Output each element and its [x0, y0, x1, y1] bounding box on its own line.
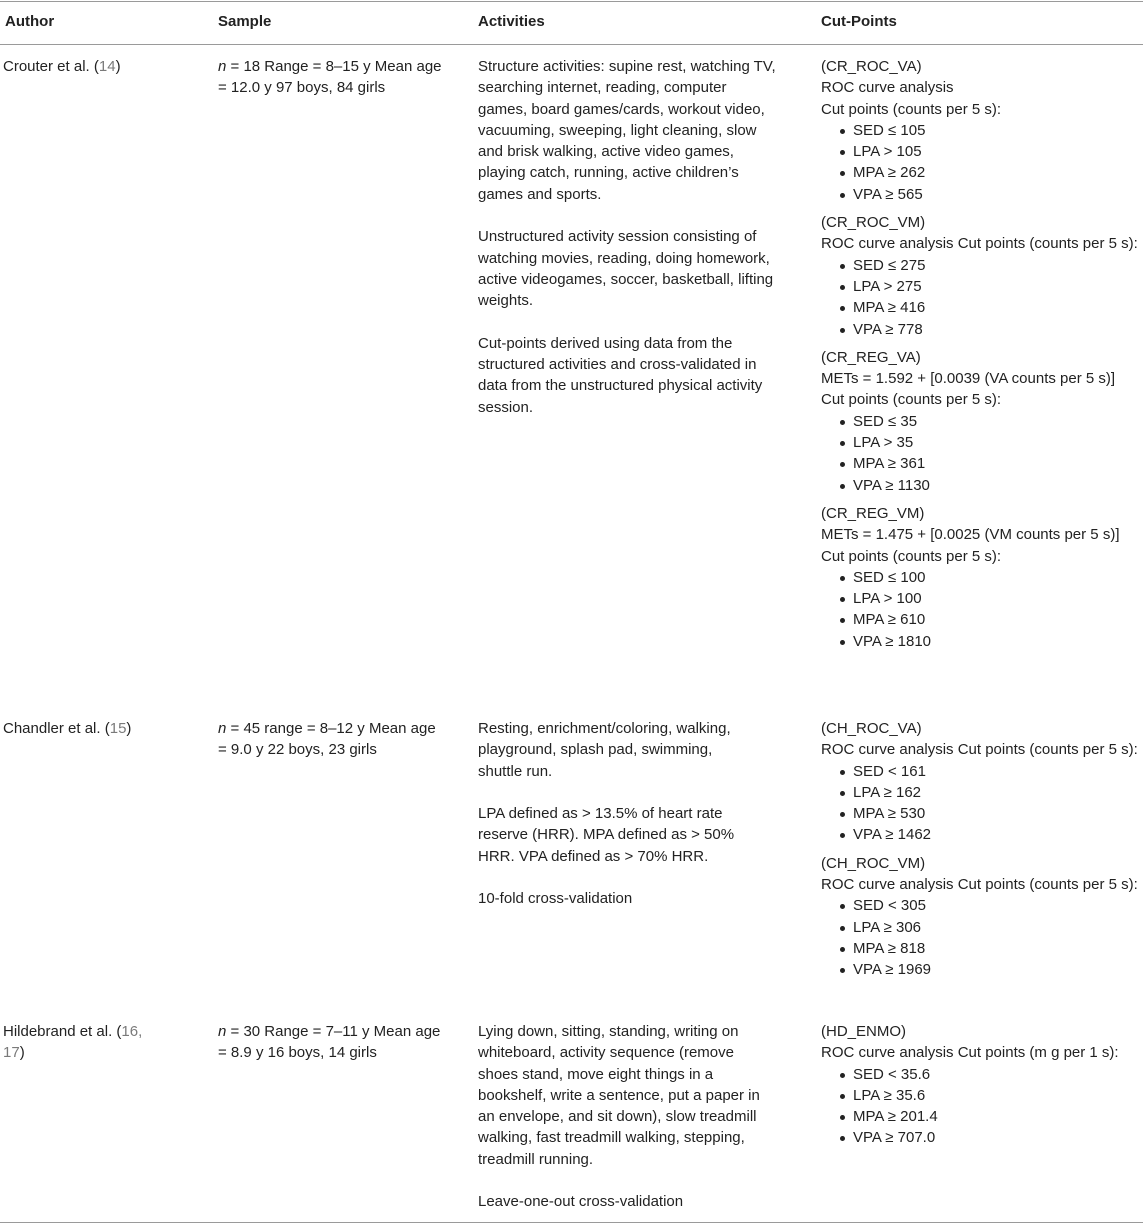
- cutpoint-id: (CH_ROC_VA): [821, 720, 922, 737]
- author-cell: [3, 718, 203, 739]
- cutpoint-block: [821, 212, 1143, 340]
- reference-link[interactable]: 14: [98, 58, 116, 75]
- author-name: Chandler et al. (: [3, 720, 110, 737]
- cutpoint-bullet: VPA ≥ 1969: [821, 959, 1143, 980]
- cutpoint-bullet: LPA ≥ 306: [821, 917, 1143, 938]
- cutpoint-method: Cut points (counts per 5 s):: [821, 391, 1002, 409]
- cutpoints-cell: [821, 718, 1143, 981]
- header-author: Author: [5, 13, 55, 30]
- cutpoint-id: (CR_ROC_VM): [821, 214, 926, 232]
- header-rule: [0, 44, 1143, 45]
- sample-text: = 45 range = 8–12 y Mean age = 9.0 y 22 boys, 23 girls: [218, 720, 436, 759]
- cutpoint-bullet: MPA ≥ 818: [821, 938, 1143, 959]
- cutpoint-id: (HD_ENMO): [821, 1023, 906, 1040]
- author-cell: [3, 56, 203, 77]
- activities-cell: [478, 56, 778, 418]
- activities-paragraph: Resting, enrichment/coloring, walking, playground, splash pad, swimming, shuttle run.: [478, 720, 731, 780]
- sample-cell: [218, 718, 443, 761]
- activities-paragraph: Leave-one-out cross-validation: [478, 1193, 684, 1211]
- header-cut-points: Cut-Points: [821, 13, 897, 30]
- cutpoint-bullet: LPA > 100: [821, 588, 1143, 609]
- activities-paragraph: Lying down, sitting, standing, writing on whiteboard, activity sequence (remove shoes stand, move eight things in a bookshelf, write a sentence, put a paper in an envelope, and sit down), slow treadmill walking, fast treadmill walking, stepping, treadmill running.: [478, 1023, 760, 1168]
- author-paren: ): [115, 58, 121, 75]
- sample-cell: [218, 1021, 443, 1064]
- reference-link[interactable]: 16, 17: [3, 1023, 143, 1062]
- header-activities: Activities: [478, 13, 545, 30]
- cutpoint-block: [821, 56, 1143, 205]
- cutpoint-method: ROC curve analysis: [821, 79, 954, 97]
- cutpoint-method: ROC curve analysis Cut points (m g per 1 s):: [821, 1044, 1119, 1062]
- n-symbol: n: [218, 58, 227, 75]
- cutpoints-cell: [821, 1021, 1143, 1149]
- author-name: Crouter et al. (: [3, 58, 99, 75]
- cutpoint-bullet: VPA ≥ 778: [821, 319, 1143, 340]
- cutpoint-id: (CR_ROC_VA): [821, 58, 922, 75]
- cutpoint-bullet: MPA ≥ 361: [821, 453, 1143, 474]
- cutpoint-block: [821, 347, 1143, 496]
- sample-text: = 30 Range = 7–11 y Mean age = 8.9 y 16 boys, 14 girls: [218, 1023, 441, 1062]
- cutpoint-id: (CR_REG_VM): [821, 504, 925, 522]
- cutpoint-formula: METs = 1.475 + [0.0025 (VM counts per 5 s)]: [821, 526, 1120, 544]
- activities-cell: [478, 718, 753, 910]
- table-top-rule: [0, 1, 1143, 2]
- sample-text: = 18 Range = 8–15 y Mean age = 12.0 y 97 boys, 84 girls: [218, 58, 442, 97]
- cutpoint-id: (CH_ROC_VM): [821, 854, 926, 872]
- table-bottom-rule: [0, 1222, 1143, 1223]
- cutpoint-method: ROC curve analysis Cut points (counts per 5 s):: [821, 235, 1138, 253]
- cutpoint-method: Cut points (counts per 5 s):: [821, 100, 1002, 118]
- cutpoint-bullet: SED ≤ 275: [821, 255, 1143, 276]
- cutpoint-formula: METs = 1.592 + [0.0039 (VA counts per 5 s)]: [821, 370, 1116, 388]
- cutpoint-block: [821, 718, 1143, 846]
- cutpoint-bullet: VPA ≥ 565: [821, 184, 1143, 205]
- n-symbol: n: [218, 720, 227, 737]
- cutpoint-method: Cut points (counts per 5 s):: [821, 547, 1002, 565]
- activities-cell: [478, 1021, 766, 1213]
- cutpoints-cell: [821, 56, 1143, 652]
- author-paren: ): [126, 720, 132, 737]
- cutpoint-method: ROC curve analysis Cut points (counts per 5 s):: [821, 876, 1138, 894]
- cutpoint-bullet: VPA ≥ 1810: [821, 631, 1143, 652]
- cutpoint-bullet: LPA > 105: [821, 141, 1143, 162]
- author-paren: ): [19, 1044, 25, 1062]
- activities-paragraph: Unstructured activity session consisting of watching movies, reading, doing homework, active videogames, soccer, basketball, lifting weights.: [478, 228, 774, 310]
- cutpoint-bullet: MPA ≥ 201.4: [821, 1106, 1143, 1127]
- cutpoint-block: [821, 1021, 1143, 1149]
- cutpoint-bullet: SED ≤ 35: [821, 411, 1143, 432]
- cutpoint-bullet: SED ≤ 105: [821, 120, 1143, 141]
- author-cell: [3, 1021, 153, 1064]
- cutpoint-bullet: MPA ≥ 262: [821, 162, 1143, 183]
- cutpoint-bullet: VPA ≥ 1130: [821, 475, 1143, 496]
- cutpoint-bullet: LPA > 275: [821, 276, 1143, 297]
- cutpoint-bullet: LPA ≥ 35.6: [821, 1085, 1143, 1106]
- cutpoint-bullet: SED < 161: [821, 761, 1143, 782]
- cutpoint-block: [821, 853, 1143, 981]
- activities-paragraph: 10-fold cross-validation: [478, 890, 633, 908]
- sample-cell: [218, 56, 443, 99]
- cutpoint-bullet: SED ≤ 100: [821, 567, 1143, 588]
- author-name: Hildebrand et al. (: [3, 1023, 122, 1040]
- activities-paragraph: Cut-points derived using data from the structured activities and cross-validated in data from the unstructured physical activity session.: [478, 334, 763, 416]
- cutpoint-bullet: SED < 35.6: [821, 1064, 1143, 1085]
- cutpoint-bullet: LPA ≥ 162: [821, 782, 1143, 803]
- reference-link[interactable]: 15: [109, 720, 127, 737]
- cutpoint-bullet: LPA > 35: [821, 432, 1143, 453]
- cutpoint-bullet: MPA ≥ 610: [821, 609, 1143, 630]
- cutpoint-method: ROC curve analysis Cut points (counts per 5 s):: [821, 741, 1138, 759]
- cutpoint-bullet: MPA ≥ 530: [821, 803, 1143, 824]
- activities-paragraph: Structure activities: supine rest, watching TV, searching internet, reading, computer games, board games/cards, workout video, vacuuming, sweeping, light cleaning, slow and brisk walking, active video games, playing catch, running, active children’s games and sports.: [478, 58, 776, 203]
- cutpoint-block: [821, 503, 1143, 652]
- cutpoint-bullet: SED < 305: [821, 895, 1143, 916]
- cutpoint-bullet: VPA ≥ 1462: [821, 824, 1143, 845]
- cutpoint-id: (CR_REG_VA): [821, 348, 921, 366]
- n-symbol: n: [218, 1023, 227, 1040]
- cutpoint-bullet: MPA ≥ 416: [821, 297, 1143, 318]
- header-sample: Sample: [218, 13, 272, 30]
- activities-paragraph: LPA defined as > 13.5% of heart rate reserve (HRR). MPA defined as > 50% HRR. VPA defined as > 70% HRR.: [478, 805, 735, 865]
- cutpoint-bullet: VPA ≥ 707.0: [821, 1127, 1143, 1148]
